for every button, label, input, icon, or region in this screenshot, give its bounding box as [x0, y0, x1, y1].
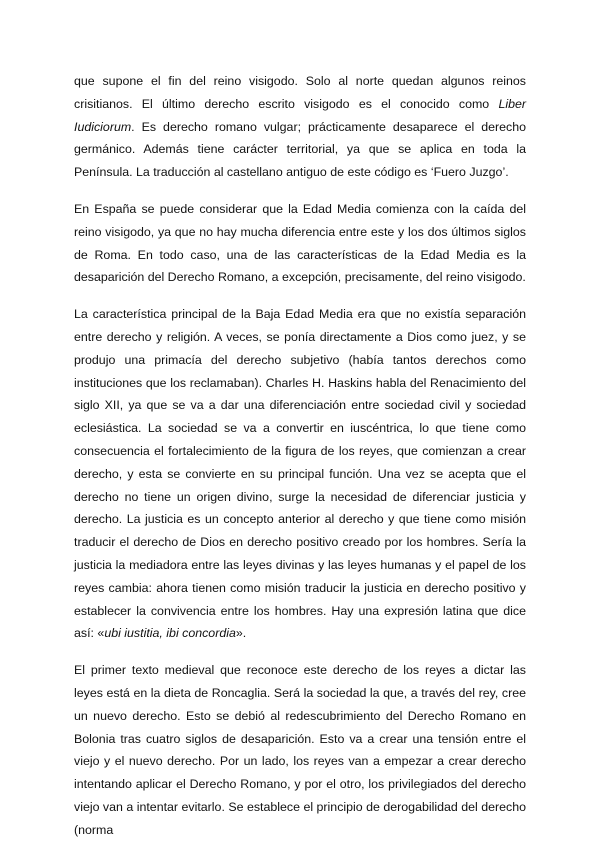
text-segment: El primer texto medieval que reconoce este derecho de los reyes a dictar las leyes está en la dieta de Roncaglia. Será la sociedad la que, a través del rey, cree un nuevo derecho. Esto se debió al redescubrimiento del Derecho Romano en Bolonia tras cuatro siglos de desaparición. Esto va a crear una tensión entre el viejo y el nuevo derecho. Por un lado, los reyes van a empezar a crear derecho intentando aplicar el Derecho Romano, y por el otro, los privilegiados del derecho viejo van a intentar evitarlo. Se establece el principio de derogabilidad del derecho (norma [74, 663, 526, 837]
paragraph-middle-ages-spain [74, 198, 526, 289]
text-segment: ». [235, 626, 247, 641]
text-segment: que supone el fin del reino visigodo. Solo al norte quedan algunos reinos crisitianos. El último derecho escrito visigodo es el conocido como [74, 74, 526, 111]
paragraph-visigothic-law [74, 70, 526, 184]
italic-title-liber-iudiciorum: Liber Iudiciorum [74, 96, 526, 134]
text-segment: En España se puede considerar que la Edad Media comienza con la caída del reino visigodo, ya que no hay mucha diferencia entre este y los dos últimos siglos de Roma. En todo caso, una de las características de la Edad Media es la desaparición del Derecho Romano, a excepción, precisamente, del reino visigodo. [74, 201, 526, 285]
paragraph-late-middle-ages [74, 303, 526, 645]
text-segment: . Es derecho romano vulgar; prácticamente desaparece el derecho germánico. Además tiene carácter territorial, ya que se aplica en toda la Península. La traducción al castellano antiguo de este código es ‘Fuero Juzgo’. [74, 119, 526, 180]
paragraph-roncaglia [74, 659, 526, 841]
italic-latin-quote: ubi iustitia, ibi concordia [104, 626, 236, 641]
text-segment: La característica principal de la Baja Edad Media era que no existía separación entre derecho y religión. A veces, se ponía directamente a Dios como juez, y se produjo una primacía del derecho subjetivo (había tantos derechos como instituciones que los reclamaban). Charles H. Haskins habla del Renacimiento del siglo XII, ya que se va a dar una diferenciación entre sociedad civil y sociedad eclesiástica. La sociedad se va a convertir en iuscéntrica, lo que tiene como consecuencia el fortalecimiento de la figura de los reyes, que comienzan a crear derecho, y esta se convierte en su principal función. Una vez se acepta que el derecho no tiene un origen divino, surge la necesidad de diferenciar justicia y derecho. La justicia es un concepto anterior al derecho y que tiene como misión traducir el derecho de Dios en derecho positivo creado por los hombres. Sería la justicia la mediadora entre las leyes divinas y las leyes humanas y el papel de los reyes cambia: ahora tienen como misión traducir la justicia en derecho positivo y establecer la convivencia entre los hombres. Hay una expresión latina que dice así: « [74, 307, 526, 641]
